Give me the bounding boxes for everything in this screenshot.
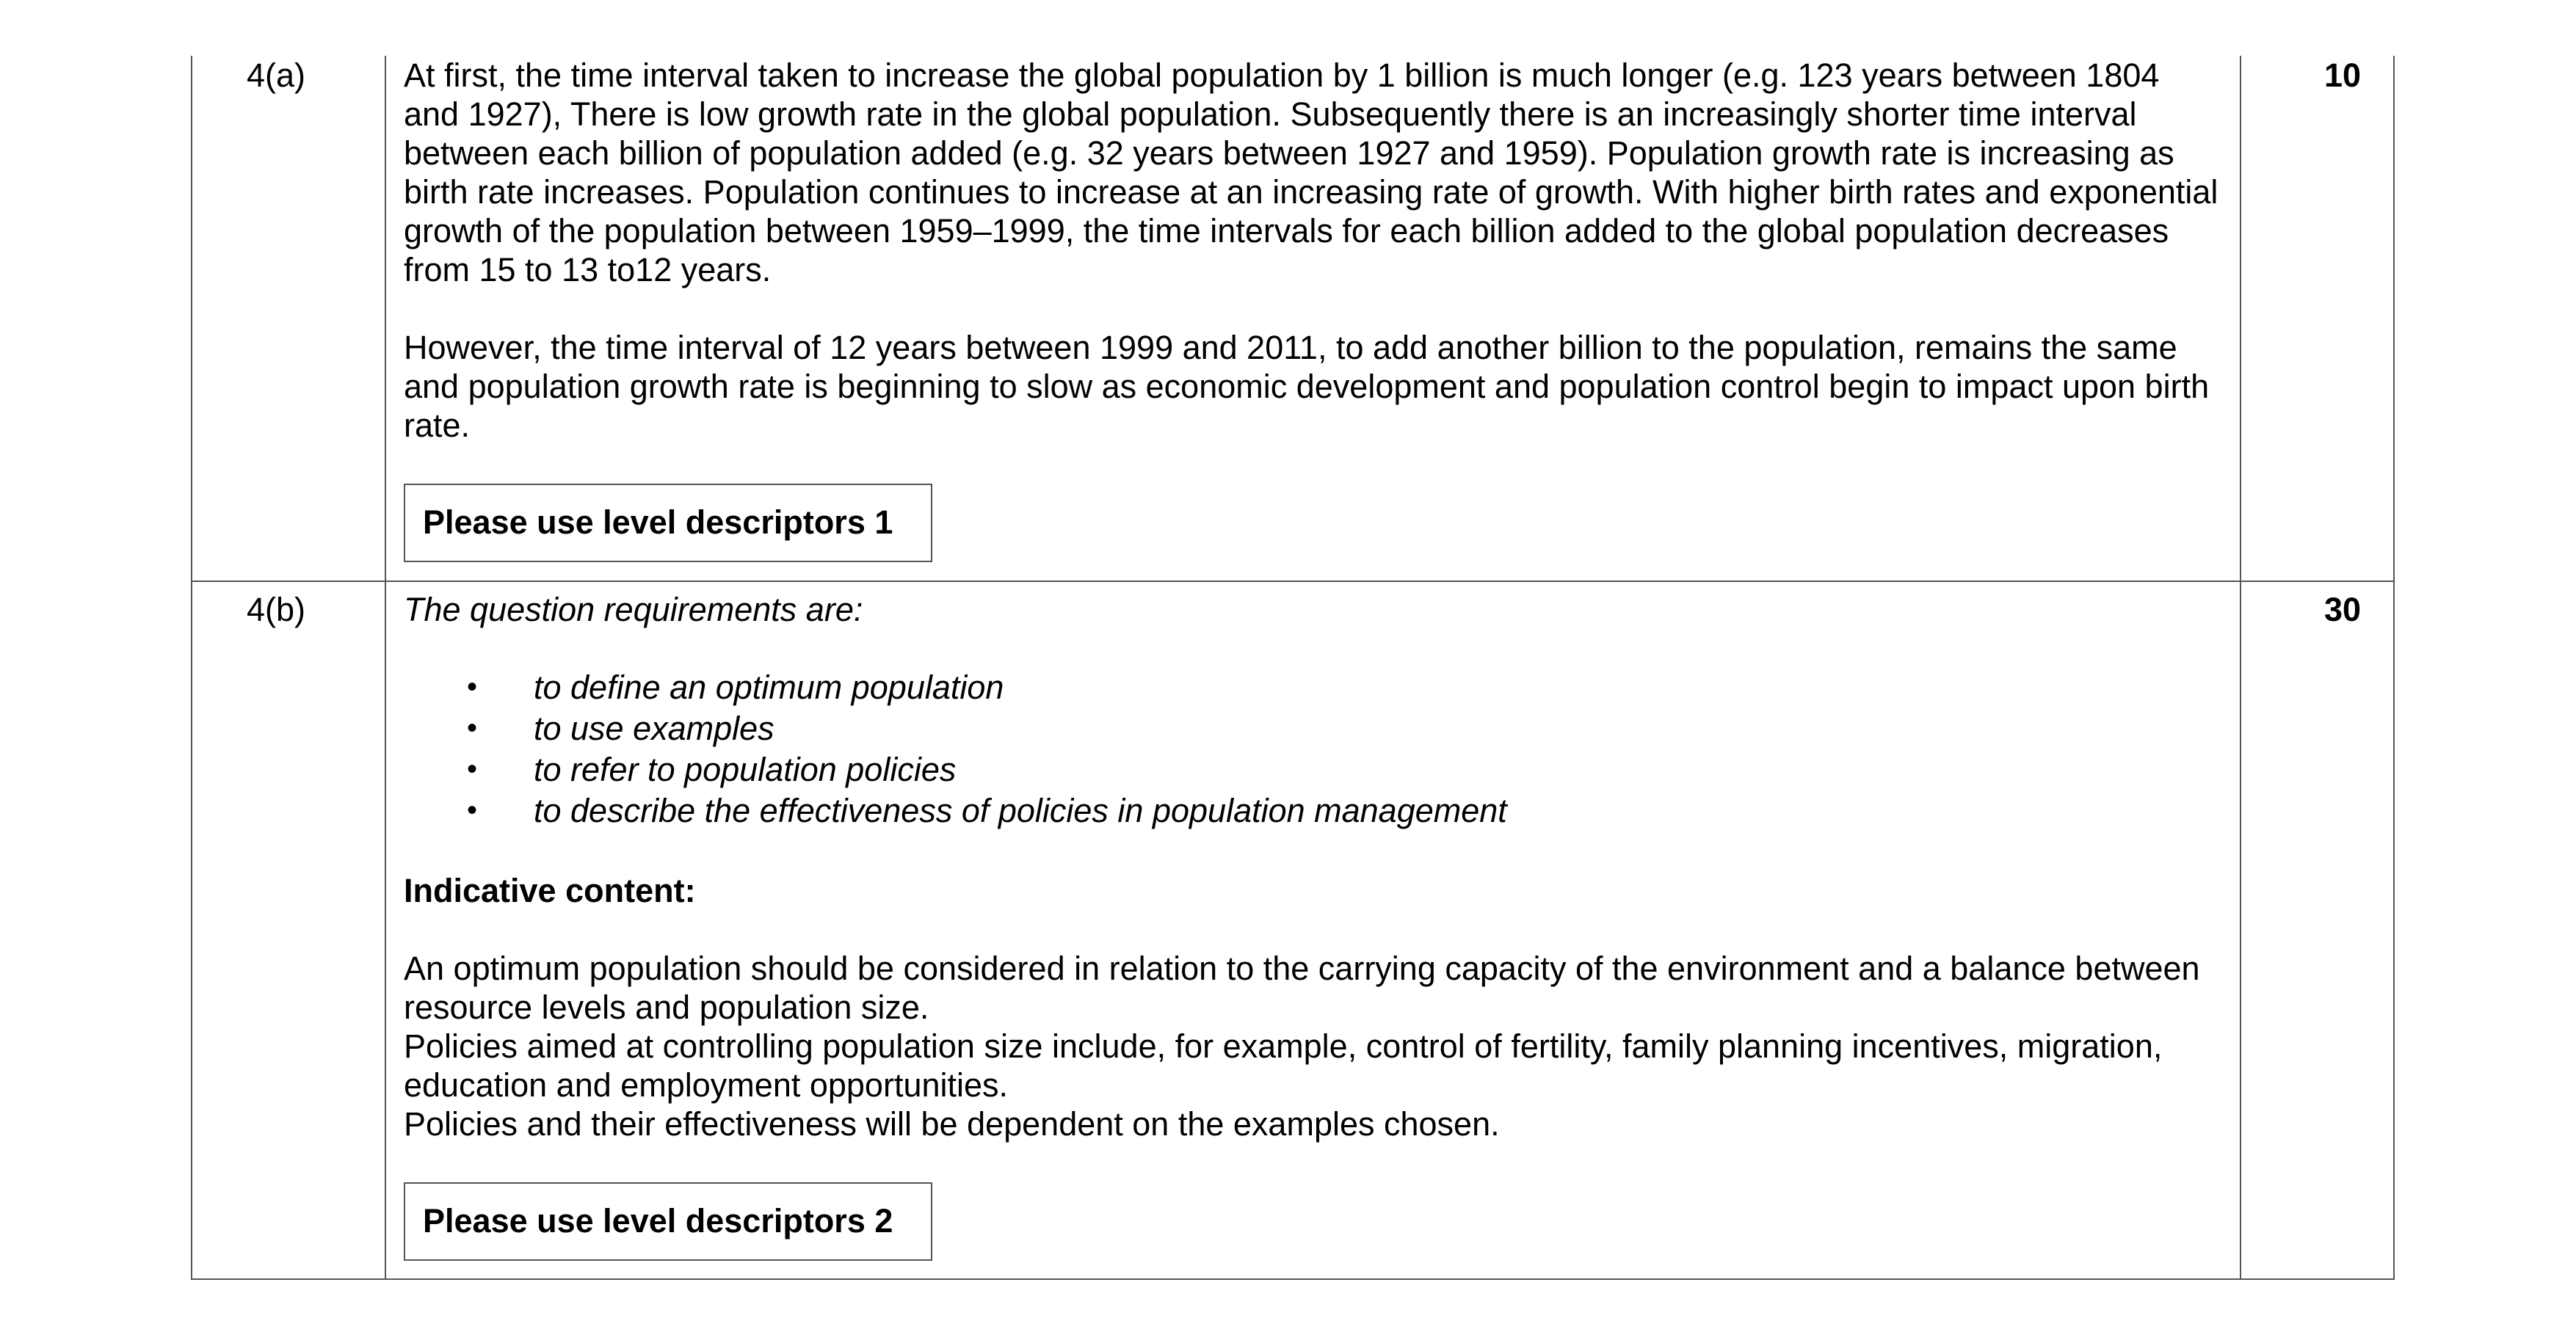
list-item (404, 750, 2222, 791)
bullet-icon: • (467, 671, 478, 703)
list-item (404, 709, 2222, 750)
answer-cell (385, 56, 2241, 581)
answer-paragraph: However, the time interval of 12 years between 1999 and 2011, to add another billion to the population, remains the same and population growth rate is beginning to slow as economic development and population control begin to impact upon birth rate. (404, 329, 2210, 444)
requirement-text: to describe the effectiveness of policies in population management (534, 792, 1507, 829)
marks-value: 10 (2241, 56, 2394, 581)
requirements-intro: The question requirements are: (404, 591, 863, 628)
bullet-icon: • (467, 753, 478, 785)
question-row-4a (192, 56, 2394, 581)
indicative-line: An optimum population should be considered in relation to the carrying capacity of the environment and a balance between resource levels and population size. (404, 950, 2200, 1026)
indicative-content-heading: Indicative content: (404, 872, 696, 909)
marks-value: 30 (2241, 581, 2394, 1279)
indicative-line: Policies and their effectiveness will be dependent on the examples chosen. (404, 1105, 1500, 1143)
question-number: 4(b) (192, 581, 385, 1279)
bullet-icon: • (467, 794, 478, 826)
requirement-text: to refer to population policies (534, 751, 957, 788)
answer-paragraph: At first, the time interval taken to increase the global population by 1 billion is much longer (e.g. 123 years between 1804 and 1927), There is low growth rate in the global population. Subsequently there is an increasingly shorter time interval between each billion of population added (e.g. 32 years between 1927 and 1959). Population growth rate is increasing as birth rate increases. Population continues to increase at an increasing rate of growth. With higher birth rates and exponential growth of the population between 1959–1999, the time intervals for each billion added to the global population decreases from 15 to 13 to12 years. (404, 57, 2218, 288)
question-number: 4(a) (192, 56, 385, 581)
requirement-text: to use examples (534, 710, 774, 747)
answer-cell (385, 581, 2241, 1279)
level-descriptor-box: Please use level descriptors 1 (404, 484, 932, 562)
bullet-icon: • (467, 712, 478, 744)
question-row-4b (192, 581, 2394, 1279)
mark-scheme-table (191, 56, 2395, 1280)
list-item (404, 668, 2222, 709)
indicative-line: Policies aimed at controlling population size include, for example, control of fertility, family planning incentives, migration, education and employment opportunities. (404, 1027, 2163, 1104)
requirements-list (404, 668, 2222, 832)
level-descriptor-box: Please use level descriptors 2 (404, 1182, 932, 1261)
requirement-text: to define an optimum population (534, 669, 1004, 706)
list-item (404, 791, 2222, 832)
